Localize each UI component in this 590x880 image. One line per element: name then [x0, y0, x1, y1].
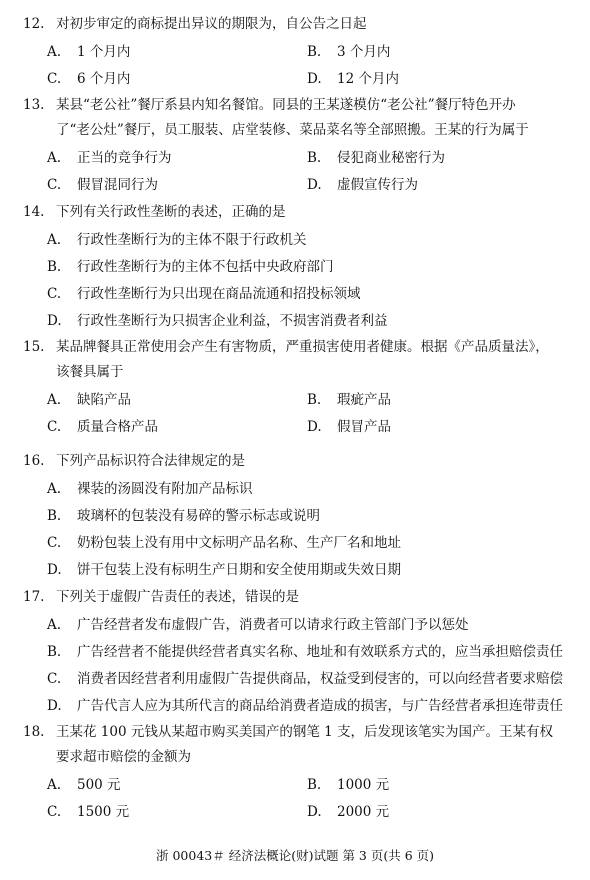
- options: [0, 39, 590, 93]
- question-18: [0, 720, 590, 826]
- option-letter: D.: [307, 177, 322, 193]
- question-15: [0, 335, 590, 441]
- question-stem: [0, 335, 590, 385]
- options: [0, 145, 590, 199]
- option-letter: B.: [307, 777, 322, 793]
- question-stem: [0, 449, 590, 474]
- option-a: [47, 476, 253, 503]
- option-letter: C.: [47, 419, 62, 435]
- option-c: [47, 799, 129, 826]
- option-d: [307, 172, 418, 199]
- option-b: [47, 503, 320, 530]
- question-stem: [0, 200, 590, 225]
- option-text: 假冒产品: [337, 419, 391, 435]
- option-a: [47, 387, 131, 414]
- option-c: [47, 172, 158, 199]
- stem-line: 了“老公灶”餐厅，员工服装、店堂装修、菜品菜名等全部照搬。王某的行为属于: [56, 122, 529, 138]
- option-text: 玻璃杯的包装没有易碎的警示标志或说明: [77, 508, 320, 524]
- page-footer: 浙 00043＃ 经济法概论(财)试题 第 3 页(共 6 页): [156, 848, 434, 863]
- stem-line: 该餐具属于: [56, 364, 124, 380]
- option-text: 3 个月内: [337, 44, 391, 60]
- option-text: 瑕疵产品: [337, 392, 391, 408]
- option-c: [47, 666, 563, 693]
- stem-line: 王某花 100 元钱从某超市购买美国产的钢笔 1 支，后发现该笔实为国产。王某有权: [56, 724, 554, 740]
- option-b: [307, 772, 389, 799]
- option-text: 2000 元: [337, 804, 390, 820]
- option-text: 12 个月内: [337, 71, 399, 87]
- option-text: 侵犯商业秘密行为: [337, 150, 445, 166]
- option-text: 饼干包装上没有标明生产日期和安全使用期或失效日期: [77, 562, 401, 578]
- stem-line: 某品牌餐具正常使用会产生有害物质，严重损害使用者健康。根据《产品质量法》，: [56, 339, 549, 355]
- question-number: 12.: [23, 16, 45, 32]
- options: [0, 772, 590, 826]
- option-text: 500 元: [77, 777, 121, 793]
- option-letter: A.: [47, 232, 62, 248]
- option-text: 行政性垄断行为只出现在商品流通和招投标领域: [77, 286, 361, 302]
- question-number: 17.: [23, 589, 45, 605]
- question-13: [0, 93, 590, 199]
- options: [0, 227, 590, 335]
- option-a: [47, 39, 130, 66]
- option-a: [47, 145, 172, 172]
- stem-line: 某县“老公社”餐厅系县内知名餐馆。同县的王某遂模仿“老公社”餐厅特色开办: [56, 97, 516, 113]
- option-text: 1 个月内: [77, 44, 131, 60]
- option-letter: B.: [47, 644, 62, 660]
- option-d: [47, 557, 401, 584]
- option-b: [307, 145, 445, 172]
- option-a: [47, 772, 121, 799]
- stem-line: 要求超市赔偿的金额为: [56, 749, 191, 765]
- option-b: [307, 387, 391, 414]
- option-d: [307, 799, 389, 826]
- question-stem: [0, 720, 590, 770]
- option-letter: B.: [47, 259, 62, 275]
- options: [0, 476, 590, 584]
- option-text: 虚假宣传行为: [337, 177, 418, 193]
- question-14: [0, 200, 590, 335]
- option-letter: D.: [47, 562, 62, 578]
- option-text: 缺陷产品: [77, 392, 131, 408]
- option-c: [47, 281, 361, 308]
- question-number: 15.: [23, 339, 45, 355]
- option-letter: D.: [307, 419, 322, 435]
- option-text: 假冒混同行为: [77, 177, 158, 193]
- options: [0, 387, 590, 441]
- option-d: [307, 66, 399, 93]
- option-text: 1500 元: [77, 804, 130, 820]
- option-text: 行政性垄断行为只损害企业利益，不损害消费者利益: [77, 313, 388, 329]
- question-17: [0, 585, 590, 720]
- stem-line: 下列产品标识符合法律规定的是: [56, 453, 245, 469]
- option-c: [47, 66, 130, 93]
- question-number: 18.: [23, 724, 45, 740]
- option-text: 质量合格产品: [77, 419, 158, 435]
- option-text: 行政性垄断行为的主体不限于行政机关: [77, 232, 307, 248]
- option-text: 裸装的汤圆没有附加产品标识: [77, 481, 253, 497]
- stem-line: 下列关于虚假广告责任的表述，错误的是: [56, 589, 299, 605]
- option-b: [307, 39, 390, 66]
- option-letter: A.: [47, 617, 62, 633]
- option-letter: B.: [307, 392, 322, 408]
- option-a: [47, 227, 307, 254]
- question-stem: [0, 585, 590, 610]
- option-letter: B.: [307, 150, 322, 166]
- option-letter: A.: [47, 44, 62, 60]
- option-letter: C.: [47, 535, 62, 551]
- question-number: 13.: [23, 97, 45, 113]
- option-letter: C.: [47, 286, 62, 302]
- option-d: [47, 308, 388, 335]
- question-number: 14.: [23, 204, 45, 220]
- stem-line: 对初步审定的商标提出异议的期限为，自公告之日起: [56, 16, 367, 32]
- option-d: [307, 414, 391, 441]
- option-text: 6 个月内: [77, 71, 131, 87]
- option-text: 广告代言人应为其所代言的商品给消费者造成的损害，与广告经营者承担连带责任: [77, 698, 563, 714]
- option-letter: B.: [307, 44, 322, 60]
- option-letter: A.: [47, 481, 62, 497]
- option-a: [47, 612, 469, 639]
- question-number: 16.: [23, 453, 45, 469]
- option-letter: D.: [307, 71, 322, 87]
- option-c: [47, 414, 158, 441]
- option-text: 正当的竞争行为: [77, 150, 172, 166]
- option-text: 广告经营者不能提供经营者真实名称、地址和有效联系方式的，应当承担赔偿责任: [77, 644, 563, 660]
- option-letter: D.: [47, 698, 62, 714]
- option-text: 消费者因经营者利用虚假广告提供商品，权益受到侵害的，可以向经营者要求赔偿: [77, 671, 563, 687]
- option-d: [47, 693, 563, 720]
- option-letter: A.: [47, 150, 62, 166]
- option-text: 奶粉包装上没有用中文标明产品名称、生产厂名和地址: [77, 535, 401, 551]
- option-letter: A.: [47, 392, 62, 408]
- stem-line: 下列有关行政性垄断的表述，正确的是: [56, 204, 286, 220]
- option-text: 广告经营者发布虚假广告，消费者可以请求行政主管部门予以惩处: [77, 617, 469, 633]
- question-stem: [0, 12, 590, 37]
- question-stem: [0, 93, 590, 143]
- option-c: [47, 530, 401, 557]
- option-text: 行政性垄断行为的主体不包括中央政府部门: [77, 259, 334, 275]
- option-text: 1000 元: [337, 777, 390, 793]
- option-letter: C.: [47, 804, 62, 820]
- option-letter: C.: [47, 177, 62, 193]
- option-letter: C.: [47, 671, 62, 687]
- option-b: [47, 254, 334, 281]
- question-12: [0, 12, 590, 93]
- options: [0, 612, 590, 720]
- option-letter: B.: [47, 508, 62, 524]
- option-letter: D.: [47, 313, 62, 329]
- option-letter: C.: [47, 71, 62, 87]
- option-letter: A.: [47, 777, 62, 793]
- option-letter: D.: [307, 804, 322, 820]
- question-16: [0, 449, 590, 584]
- option-b: [47, 639, 563, 666]
